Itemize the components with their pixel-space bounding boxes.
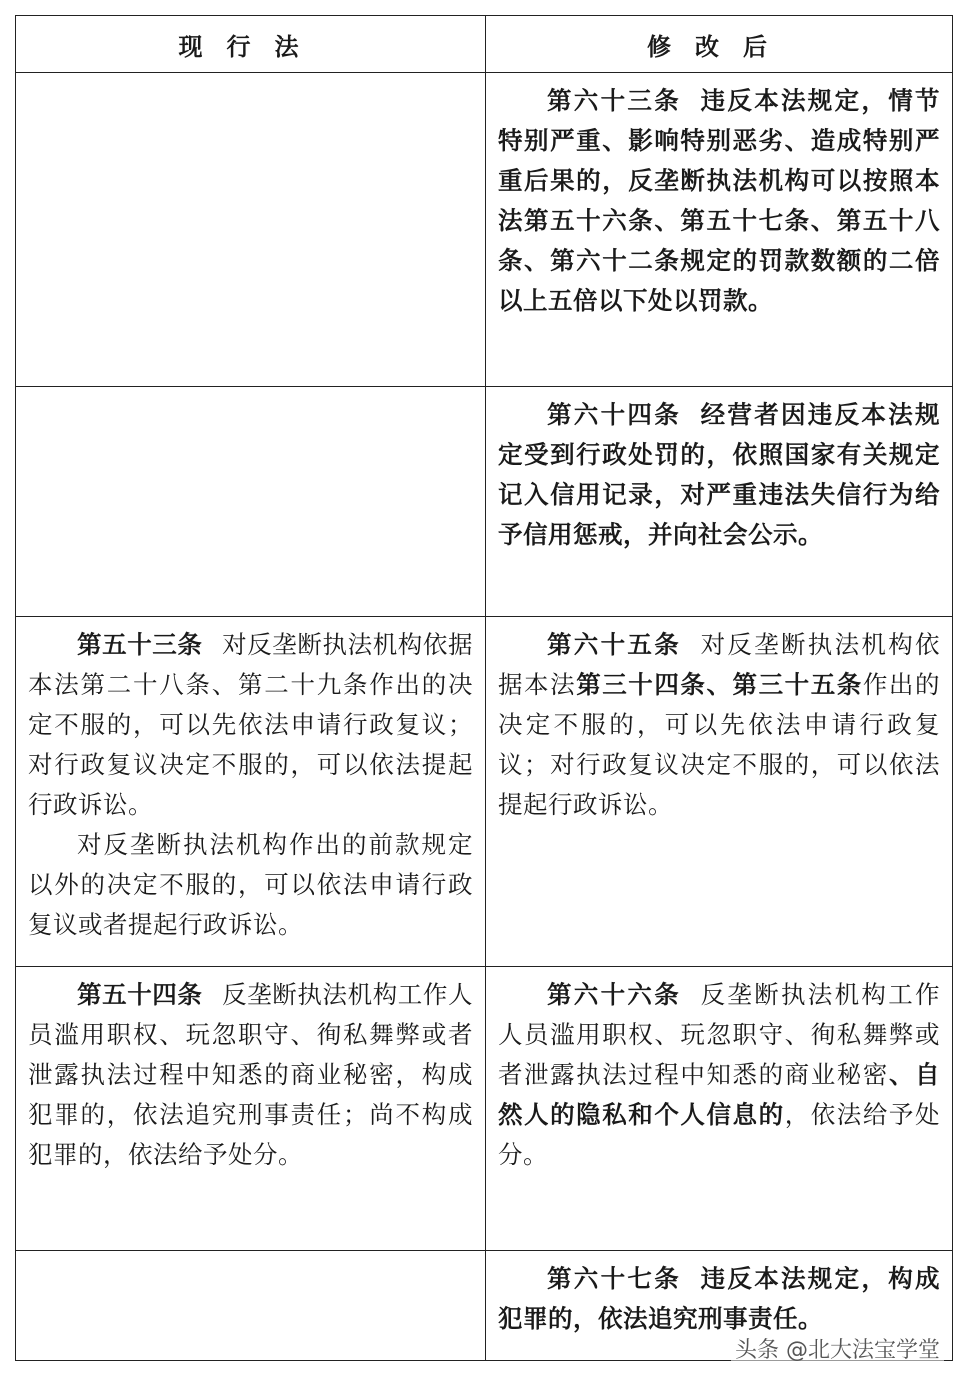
table-row <box>16 967 953 1251</box>
current-cell-empty <box>16 387 486 617</box>
article-text: 反垄断执法机构工作人员滥用职权、玩忽职守、徇私舞弊或者泄露执法过程中知悉的商业秘密 <box>498 980 941 1089</box>
header-revised-law: 修改后 <box>486 16 953 73</box>
article-text-continued: ，依法给予处分。 <box>498 1100 940 1169</box>
article-text: 对反垄断执法机构依据本法第二十八条、第二十九条作出的决定不服的，可以先依法申请行政复议；对行政复议决定不服的，可以依法提起行政诉讼。 <box>28 630 474 819</box>
table-header-row <box>16 16 953 73</box>
revised-cell <box>486 73 953 387</box>
article-number: 第六十四条 <box>547 400 682 429</box>
article-paragraph-2: 对反垄断执法机构作出的前款规定以外的决定不服的，可以依法申请行政复议或者提起行政诉讼。 <box>28 830 473 939</box>
table-row <box>16 73 953 387</box>
amended-text: 第三十四条、第三十五条 <box>576 670 863 699</box>
current-cell <box>16 617 486 967</box>
article-number: 第六十七条 <box>547 1264 682 1293</box>
current-cell <box>16 967 486 1251</box>
article-number: 第五十四条 <box>77 980 203 1009</box>
article-text: 反垄断执法机构工作人员滥用职权、玩忽职守、徇私舞弊或者泄露执法过程中知悉的商业秘密，构成犯罪的，依法追究刑事责任；尚不构成犯罪的，依法给予处分。 <box>28 980 474 1169</box>
watermark: 头条 @北大法宝学堂 <box>731 1333 944 1364</box>
article-number: 第六十六条 <box>547 980 682 1009</box>
current-cell-empty <box>16 1251 486 1361</box>
amended-text: 、自然人的隐私和个人信息的 <box>498 1060 940 1129</box>
article-number: 第六十五条 <box>547 630 682 659</box>
article-text: 经营者因违反本法规定受到行政处罚的，依照国家有关规定记入信用记录，对严重违法失信行为给予信用惩戒，并向社会公示。 <box>498 400 941 549</box>
revised-cell <box>486 387 953 617</box>
revised-cell <box>486 617 953 967</box>
header-current-law: 现行法 <box>16 16 486 73</box>
article-text-continued: 作出的决定不服的，可以先依法申请行政复议；对行政复议决定不服的，可以依法提起行政诉讼。 <box>498 670 940 819</box>
article-number: 第五十三条 <box>77 630 203 659</box>
article-text: 违反本法规定，情节特别严重、影响特别恶劣、造成特别严重后果的，反垄断执法机构可以按照本法第五十六条、第五十七条、第五十八条、第六十二条规定的罚款数额的二倍以上五倍以下处以罚款。 <box>498 86 941 315</box>
current-cell-empty <box>16 73 486 387</box>
table-row <box>16 387 953 617</box>
revised-cell <box>486 967 953 1251</box>
table-row <box>16 617 953 967</box>
article-text: 违反本法规定，构成犯罪的，依法追究刑事责任。 <box>498 1264 941 1333</box>
article-text: 对反垄断执法机构依据本法 <box>498 630 941 699</box>
article-number: 第六十三条 <box>547 86 682 115</box>
comparison-table <box>15 15 953 1361</box>
